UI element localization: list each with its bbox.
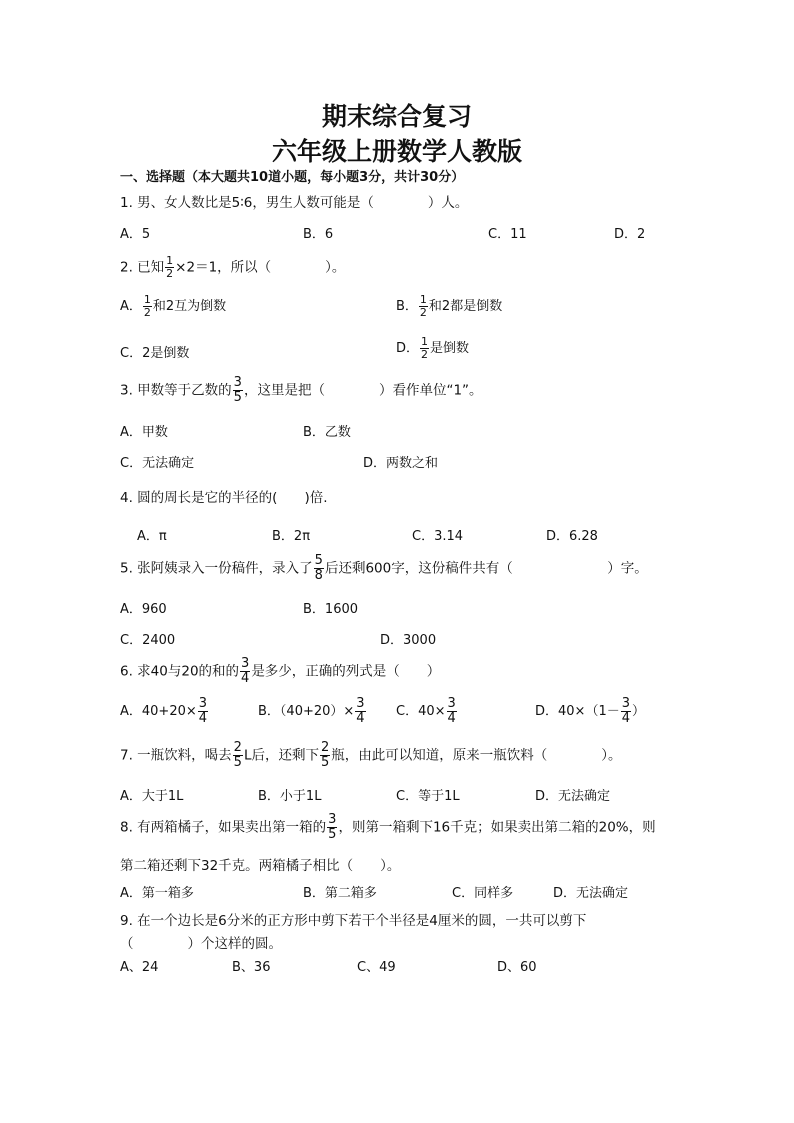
option-prefix: D．	[396, 341, 420, 356]
question-5-option-b: B．1600	[303, 602, 359, 617]
question-6-fraction	[240, 657, 250, 686]
question-4-stem: 4. 圆的周长是它的半径的( )倍.	[120, 490, 328, 506]
fraction-numerator: 3	[233, 375, 242, 390]
question-2-option-a	[120, 294, 226, 319]
question-8-option-b: B．第二箱多	[303, 886, 377, 901]
question-9-option-c: C、49	[357, 960, 396, 975]
fraction-numerator: 5	[314, 553, 323, 568]
option-prefix: B．	[396, 299, 418, 314]
fraction-denominator: 2	[421, 348, 429, 361]
option-fraction	[420, 336, 429, 361]
question-4-option-c: C．3.14	[412, 529, 464, 544]
question-7-option-a: A．大于1L	[120, 789, 184, 804]
question-9-stem-line-2: （ ）个这样的圆。	[120, 936, 282, 952]
fraction-numerator: 3	[356, 696, 365, 711]
fraction-numerator: 2	[320, 740, 330, 755]
question-3-fraction	[233, 376, 243, 405]
question-6-stem-pre: 6. 求40与20的和的	[120, 663, 240, 680]
fraction-denominator: 4	[356, 711, 365, 726]
question-5-stem	[120, 554, 648, 583]
option-prefix: A．	[120, 299, 142, 314]
question-1-stem: 1. 男、女人数比是5∶6，男生人数可能是（ ）人。	[120, 195, 469, 211]
option-suffix: ）	[632, 704, 646, 719]
question-7-fraction-1	[233, 741, 243, 770]
option-suffix: 是倒数	[430, 341, 470, 356]
fraction-denominator: 5	[320, 755, 330, 770]
question-3-stem	[120, 376, 483, 405]
question-5-option-d: D．3000	[380, 633, 437, 648]
question-3-option-a: A．甲数	[120, 425, 168, 440]
fraction-denominator: 4	[621, 711, 630, 726]
question-2-stem-post: ×2＝1，所以（ ）。	[175, 259, 346, 276]
fraction-numerator: 1	[419, 293, 427, 306]
question-4-option-a: A．π	[137, 529, 167, 544]
fraction-denominator: 8	[314, 568, 323, 583]
question-7-stem-post: 瓶，由此可以知道，原来一瓶饮料（ ）。	[331, 747, 622, 764]
question-7-option-b: B．小于1L	[258, 789, 322, 804]
fraction-numerator: 3	[241, 656, 250, 671]
question-8-stem	[120, 813, 656, 842]
option-fraction	[143, 294, 152, 319]
question-6-option-b	[258, 697, 367, 726]
question-8-stem-pre: 8. 有两箱橘子，如果卖出第一箱的	[120, 819, 327, 836]
question-9-option-a: A、24	[120, 960, 159, 975]
question-7-stem-mid: L后，还剩下	[243, 747, 319, 764]
fraction-denominator: 5	[233, 390, 242, 405]
question-7-fraction-2	[320, 741, 330, 770]
question-6-option-d	[535, 697, 645, 726]
question-2-fraction	[165, 255, 174, 280]
question-3-option-d: D．两数之和	[363, 456, 439, 471]
fraction-denominator: 5	[233, 755, 242, 770]
option-prefix: D．40×（1－	[535, 704, 620, 719]
fraction-numerator: 2	[233, 740, 242, 755]
question-3-option-b: B．乙数	[303, 425, 351, 440]
fraction-denominator: 5	[328, 827, 337, 842]
fraction-denominator: 2	[166, 267, 174, 280]
question-8-option-a: A．第一箱多	[120, 886, 194, 901]
question-9-stem: 9. 在一个边长是6分米的正方形中剪下若干个半径是4厘米的圆，一共可以剪下	[120, 913, 587, 929]
question-6-stem	[120, 657, 440, 686]
question-2-option-d	[396, 336, 469, 361]
question-5-stem-post: 后还剩600字，这份稿件共有（ ）字。	[324, 560, 648, 577]
question-1-option-a: A．5	[120, 227, 151, 242]
question-8-stem-post: ，则第一箱剩下16千克；如果卖出第二箱的20%，则	[338, 819, 656, 836]
document-title: 期末综合复习	[321, 102, 472, 131]
question-9-option-d: D、60	[497, 960, 537, 975]
question-6-option-c	[396, 697, 458, 726]
question-2-stem-pre: 2. 已知	[120, 259, 165, 276]
question-9-option-b: B、36	[232, 960, 271, 975]
question-3-stem-pre: 3. 甲数等于乙数的	[120, 382, 232, 399]
fraction-denominator: 4	[447, 711, 456, 726]
question-8-stem-line-2: 第二箱还剩下32千克。两箱橘子相比（ ）。	[120, 858, 401, 874]
fraction-numerator: 1	[166, 254, 174, 267]
document-subtitle: 六年级上册数学人教版	[271, 137, 522, 166]
fraction-numerator: 3	[328, 812, 337, 827]
option-fraction	[447, 697, 457, 726]
question-6-option-a	[120, 697, 209, 726]
fraction-denominator: 4	[241, 671, 250, 686]
fraction-numerator: 3	[621, 696, 630, 711]
option-prefix: A．40+20×	[120, 704, 197, 719]
option-fraction	[198, 697, 208, 726]
option-fraction	[419, 294, 428, 319]
question-3-option-c: C．无法确定	[120, 456, 195, 471]
question-7-option-d: D．无法确定	[535, 789, 611, 804]
fraction-numerator: 3	[198, 696, 208, 711]
question-1-option-c: C．11	[488, 227, 527, 242]
question-7-option-c: C．等于1L	[396, 789, 460, 804]
question-2-option-b	[396, 294, 502, 319]
question-7-stem	[120, 741, 622, 770]
question-4-option-d: D．6.28	[546, 529, 598, 544]
question-1-option-b: B．6	[303, 227, 334, 242]
question-8-fraction	[327, 813, 337, 842]
question-3-stem-post: ，这里是把（ ）看作单位“1”。	[243, 382, 483, 399]
question-8-option-c: C．同样多	[452, 886, 514, 901]
section-heading: 一、选择题（本大题共10道小题，每小题3分，共计30分）	[120, 170, 465, 185]
fraction-denominator: 4	[198, 711, 208, 726]
question-6-stem-post: 是多少，正确的列式是（ ）	[251, 663, 441, 680]
question-2-option-c: C．2是倒数	[120, 346, 190, 361]
option-suffix: 和2互为倒数	[152, 299, 227, 314]
question-1-option-d: D．2	[614, 227, 646, 242]
fraction-denominator: 2	[143, 306, 151, 319]
question-4-option-b: B．2π	[272, 529, 311, 544]
fraction-numerator: 3	[447, 696, 456, 711]
question-5-stem-pre: 5. 张阿姨录入一份稿件，录入了	[120, 560, 313, 577]
question-5-option-c: C．2400	[120, 633, 176, 648]
question-7-stem-pre: 7. 一瓶饮料，喝去	[120, 747, 232, 764]
option-fraction	[621, 697, 631, 726]
question-8-option-d: D．无法确定	[553, 886, 629, 901]
fraction-numerator: 1	[143, 293, 151, 306]
question-2-stem	[120, 255, 345, 280]
option-fraction	[355, 697, 365, 726]
option-prefix: C．40×	[396, 704, 446, 719]
fraction-denominator: 2	[419, 306, 427, 319]
option-prefix: B．（40+20）×	[258, 704, 355, 719]
option-suffix: 和2都是倒数	[428, 299, 503, 314]
question-5-fraction	[314, 554, 324, 583]
fraction-numerator: 1	[421, 335, 429, 348]
question-5-option-a: A．960	[120, 602, 167, 617]
